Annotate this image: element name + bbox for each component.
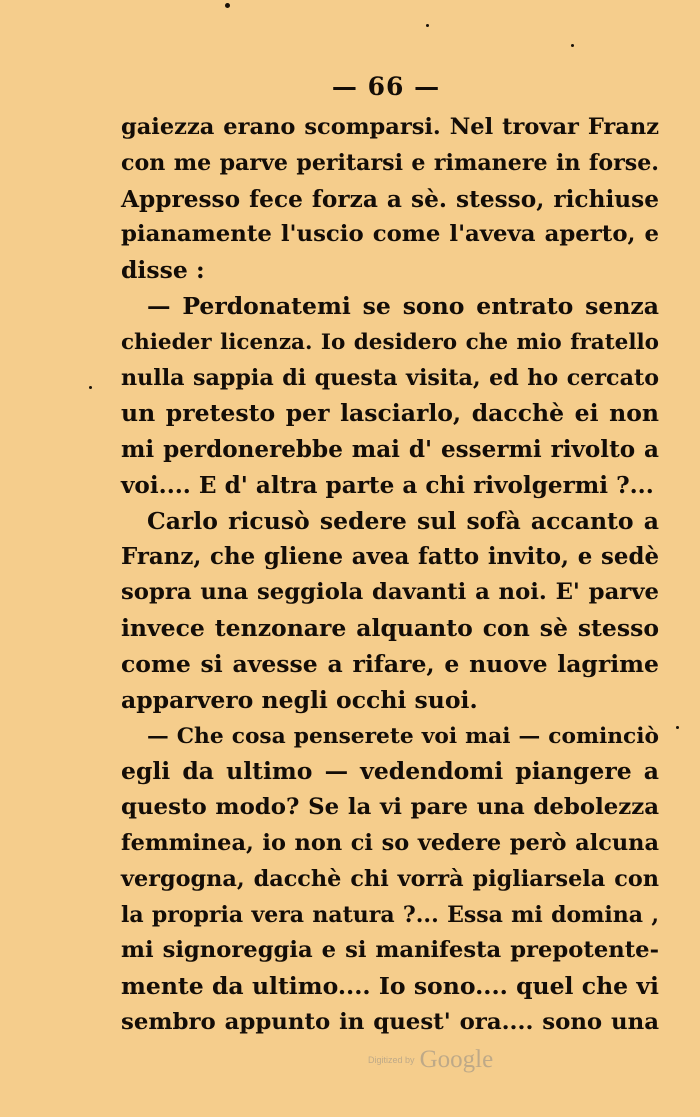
text-line: egli da ultimo — vedendomi piangere a [121, 757, 659, 786]
digitization-watermark [368, 1046, 493, 1074]
text-line: pianamente l'uscio come l'aveva aperto, e [121, 221, 659, 248]
text-line: questo modo? Se la vi pare una debolezza [121, 794, 659, 821]
ink-speck [426, 24, 429, 27]
ink-speck [676, 726, 679, 729]
text-line: sopra una seggiola davanti a noi. E' parve [121, 579, 659, 606]
text-line: nulla sappia di questa visita, ed ho cercato [121, 364, 659, 391]
text-line: mi perdonerebbe mai d' essermi rivolto a [121, 436, 659, 464]
ink-speck [225, 3, 230, 8]
text-line: Franz, che gliene avea fatto invito, e sedè [121, 543, 659, 570]
text-line: mente da ultimo.... Io sono.... quel che vi [121, 972, 659, 1001]
text-line: la propria vera natura ?... Essa mi domina , [121, 901, 659, 928]
text-line: un pretesto per lasciarlo, dacchè ei non [121, 399, 659, 428]
body-text [121, 110, 659, 1041]
google-logo: Google [419, 1046, 494, 1073]
text-line: — Che cosa penserete voi mai — cominciò [147, 723, 659, 749]
watermark-prefix: Digitized by [368, 1055, 415, 1065]
ink-speck [571, 44, 574, 47]
text-line: gaiezza erano scomparsi. Nel trovar Franz [121, 114, 659, 140]
page-number: — 66 — [331, 72, 441, 101]
text-line: vergogna, dacchè chi vorrà pigliarsela con [121, 865, 659, 892]
text-line: Appresso fece forza a sè. stesso, richiuse [121, 185, 659, 213]
text-line: invece tenzonare alquanto con sè stesso [121, 614, 659, 643]
text-line: — Perdonatemi se sono entrato senza [147, 291, 659, 320]
text-line: come si avesse a rifare, e nuove lagrime [121, 649, 659, 678]
text-line: sembro appunto in quest' ora.... sono una [121, 1008, 659, 1035]
text-line: chieder licenza. Io desidero che mio fratello [121, 329, 659, 355]
text-line: disse : [121, 256, 205, 285]
text-line: con me parve peritarsi e rimanere in forse. [121, 149, 659, 176]
text-line: mi signoreggia e si manifesta prepotente- [121, 937, 659, 964]
text-line: Carlo ricusò sedere sul sofà accanto a [147, 506, 659, 535]
text-line: apparvero negli occhi suoi. [121, 685, 478, 714]
text-line: femminea, io non ci so vedere però alcuna [121, 829, 659, 856]
ink-speck [89, 386, 92, 389]
text-line: voi.... E d' altra parte a chi rivolgermi ?... [121, 471, 654, 499]
